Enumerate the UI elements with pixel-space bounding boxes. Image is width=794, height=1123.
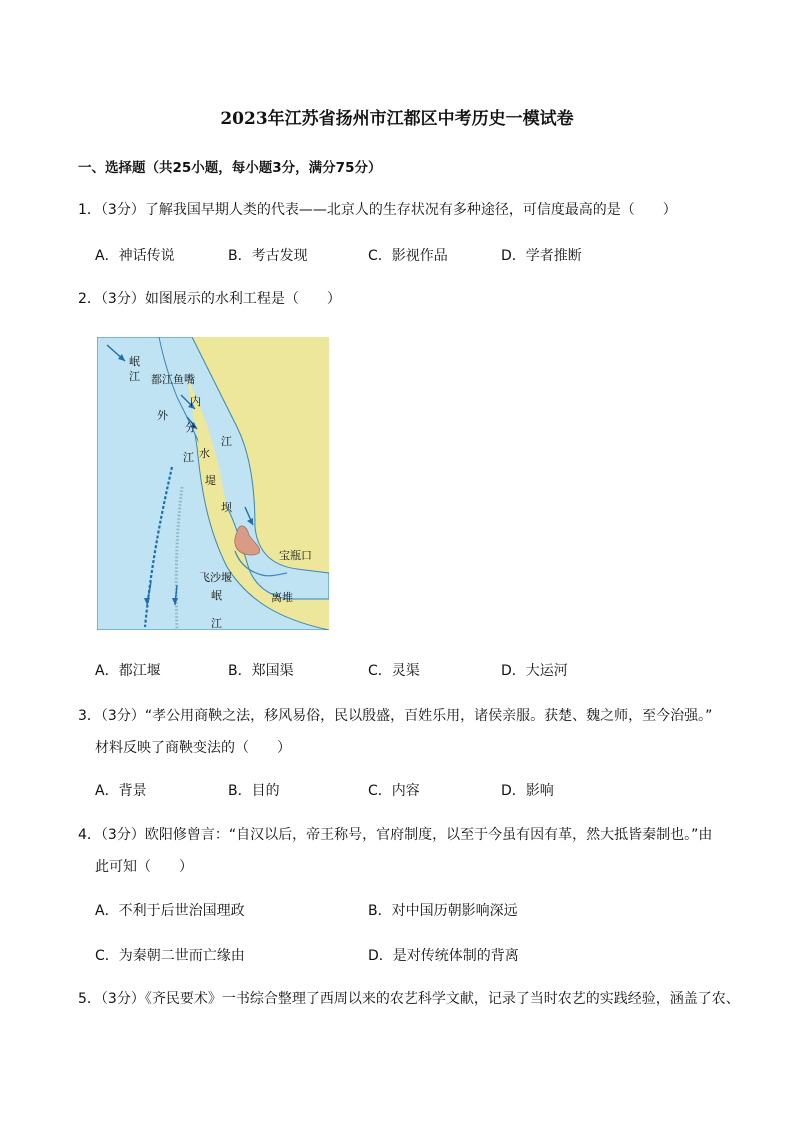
question-4-stem: 4．（3分）欧阳修曾言：“自汉以后，帝王称号，官府制度，以至于今虽有因有革，然大抵皆秦制也。”由	[78, 827, 713, 843]
option-d[interactable]: D．影响	[501, 783, 554, 799]
question-5-stem: 5．（3分）《齐民要术》一书综合整理了西周以来的农艺科学文献，记录了当时农艺的实践经验，涵盖了农、	[78, 991, 740, 1007]
option-a[interactable]: A．都江堰	[95, 663, 161, 679]
label-feishayan: 飞沙堰	[199, 571, 232, 584]
label-minjiang-top: 岷江	[129, 355, 140, 383]
option-d[interactable]: D．大运河	[501, 663, 568, 679]
label-lidui: 离堆	[271, 591, 293, 604]
option-d[interactable]: D．是对传统体制的背离	[368, 948, 519, 964]
option-a[interactable]: A．背景	[95, 783, 147, 799]
label-waijiang: 外江	[157, 409, 194, 464]
question-2-stem: 2．（3分）如图展示的水利工程是（ ）	[78, 291, 341, 307]
option-d[interactable]: D．学者推断	[501, 248, 582, 264]
question-3-stem: 3．（3分）“孝公用商鞅之法，移风易俗，民以殷盛，百姓乐用，诸侯亲服。获楚、魏之师，至今治强。”	[78, 708, 713, 724]
question-1-stem: 1．（3分）了解我国早期人类的代表——北京人的生存状况有多种途径，可信度最高的是（ ）	[78, 202, 677, 218]
label-baopingkou: 宝瓶口	[279, 549, 312, 562]
option-b[interactable]: B．郑国渠	[228, 663, 294, 679]
label-yuzui: 都江鱼嘴	[151, 373, 195, 386]
option-a[interactable]: A．神话传说	[95, 248, 175, 264]
dujiangyan-map	[97, 337, 329, 630]
question-4-stem-continued: 此可知（ ）	[95, 859, 193, 875]
option-c[interactable]: C．内容	[368, 783, 420, 799]
label-fenshui: 分水堤坝	[185, 421, 232, 514]
exam-title: 2023年江苏省扬州市江都区中考历史一模试卷	[220, 109, 574, 129]
option-c[interactable]: C．影视作品	[368, 248, 448, 264]
option-b[interactable]: B．目的	[228, 783, 280, 799]
option-b[interactable]: B．考古发现	[228, 248, 308, 264]
label-neijiang: 内江	[190, 395, 232, 448]
option-b[interactable]: B．对中国历朝影响深远	[368, 903, 518, 919]
option-c[interactable]: C．为秦朝二世而亡缘由	[95, 948, 245, 964]
section-heading: 一、选择题（共25小题，每小题3分，满分75分）	[78, 160, 382, 176]
label-minjiang-bottom: 岷江	[211, 589, 222, 630]
question-3-stem-continued: 材料反映了商鞅变法的（ ）	[95, 740, 291, 756]
option-a[interactable]: A．不利于后世治国理政	[95, 903, 245, 919]
option-c[interactable]: C．灵渠	[368, 663, 420, 679]
